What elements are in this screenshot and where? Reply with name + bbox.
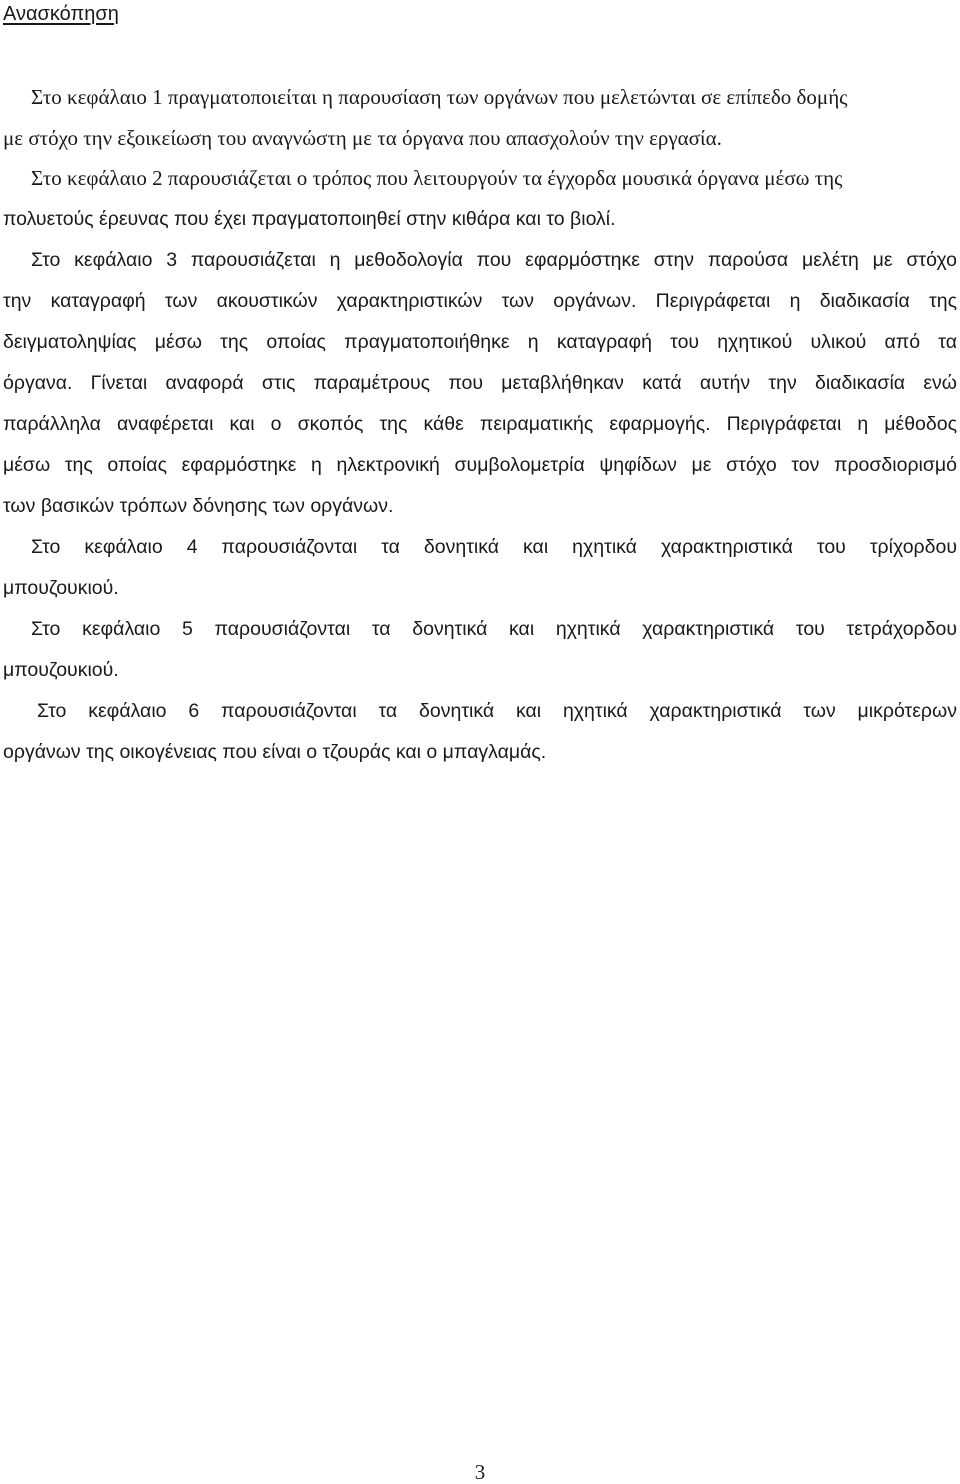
paragraph-line: Στο κεφάλαιο 6 παρουσιάζονται τα δονητικά και ηχητικά χαρακτηριστικά των μικρότερων <box>37 700 957 722</box>
paragraph-line: οργάνων της οικογένειας που είναι ο τζουράς και ο μπαγλαμάς. <box>3 741 547 763</box>
page-number: 3 <box>474 1460 486 1484</box>
paragraph-line: την καταγραφή των ακουστικών χαρακτηριστικών των οργάνων. Περιγράφεται η διαδικασία της <box>3 290 957 312</box>
paragraph-line: μπουζουκιού. <box>3 659 119 681</box>
paragraph-line: Στο κεφάλαιο 2 παρουσιάζεται ο τρόπος που λειτουργούν τα έγχορδα μουσικά όργανα μέσω της <box>31 166 843 190</box>
paragraph-line: όργανα. Γίνεται αναφορά στις παραμέτρους που μεταβλήθηκαν κατά αυτήν την διαδικασία ενώ <box>3 372 957 394</box>
paragraph-line: πολυετούς έρευνας που έχει πραγματοποιηθεί στην κιθάρα και το βιολί. <box>3 208 616 230</box>
paragraph-line: Στο κεφάλαιο 3 παρουσιάζεται η μεθοδολογία που εφαρμόστηκε στην παρούσα μελέτη με στόχο <box>31 249 957 271</box>
paragraph-line: μπουζουκιού. <box>3 577 119 599</box>
paragraph-line: παράλληλα αναφέρεται και ο σκοπός της κάθε πειραματικής εφαρμογής. Περιγράφεται η μέθοδος <box>3 413 957 435</box>
paragraph-line: μέσω της οποίας εφαρμόστηκε η ηλεκτρονική συμβολομετρία ψηφίδων με στόχο τον προσδιορισμό <box>3 454 957 476</box>
paragraph-line: με στόχο την εξοικείωση του αναγνώστη με τα όργανα που απασχολούν την εργασία. <box>3 126 722 150</box>
paragraph-line: Στο κεφάλαιο 1 πραγματοποιείται η παρουσίαση των οργάνων που μελετώνται σε επίπεδο δομής <box>31 85 848 109</box>
page-title: Ανασκόπηση <box>3 3 119 25</box>
paragraph-line: Στο κεφάλαιο 5 παρουσιάζονται τα δονητικά και ηχητικά χαρακτηριστικά του τετράχορδου <box>31 618 957 640</box>
paragraph-line: των βασικών τρόπων δόνησης των οργάνων. <box>3 495 394 517</box>
paragraph-line: δειγματοληψίας μέσω της οποίας πραγματοποιήθηκε η καταγραφή του ηχητικού υλικού από τα <box>3 331 957 353</box>
paragraph-line: Στο κεφάλαιο 4 παρουσιάζονται τα δονητικά και ηχητικά χαρακτηριστικά του τρίχορδου <box>31 536 957 558</box>
